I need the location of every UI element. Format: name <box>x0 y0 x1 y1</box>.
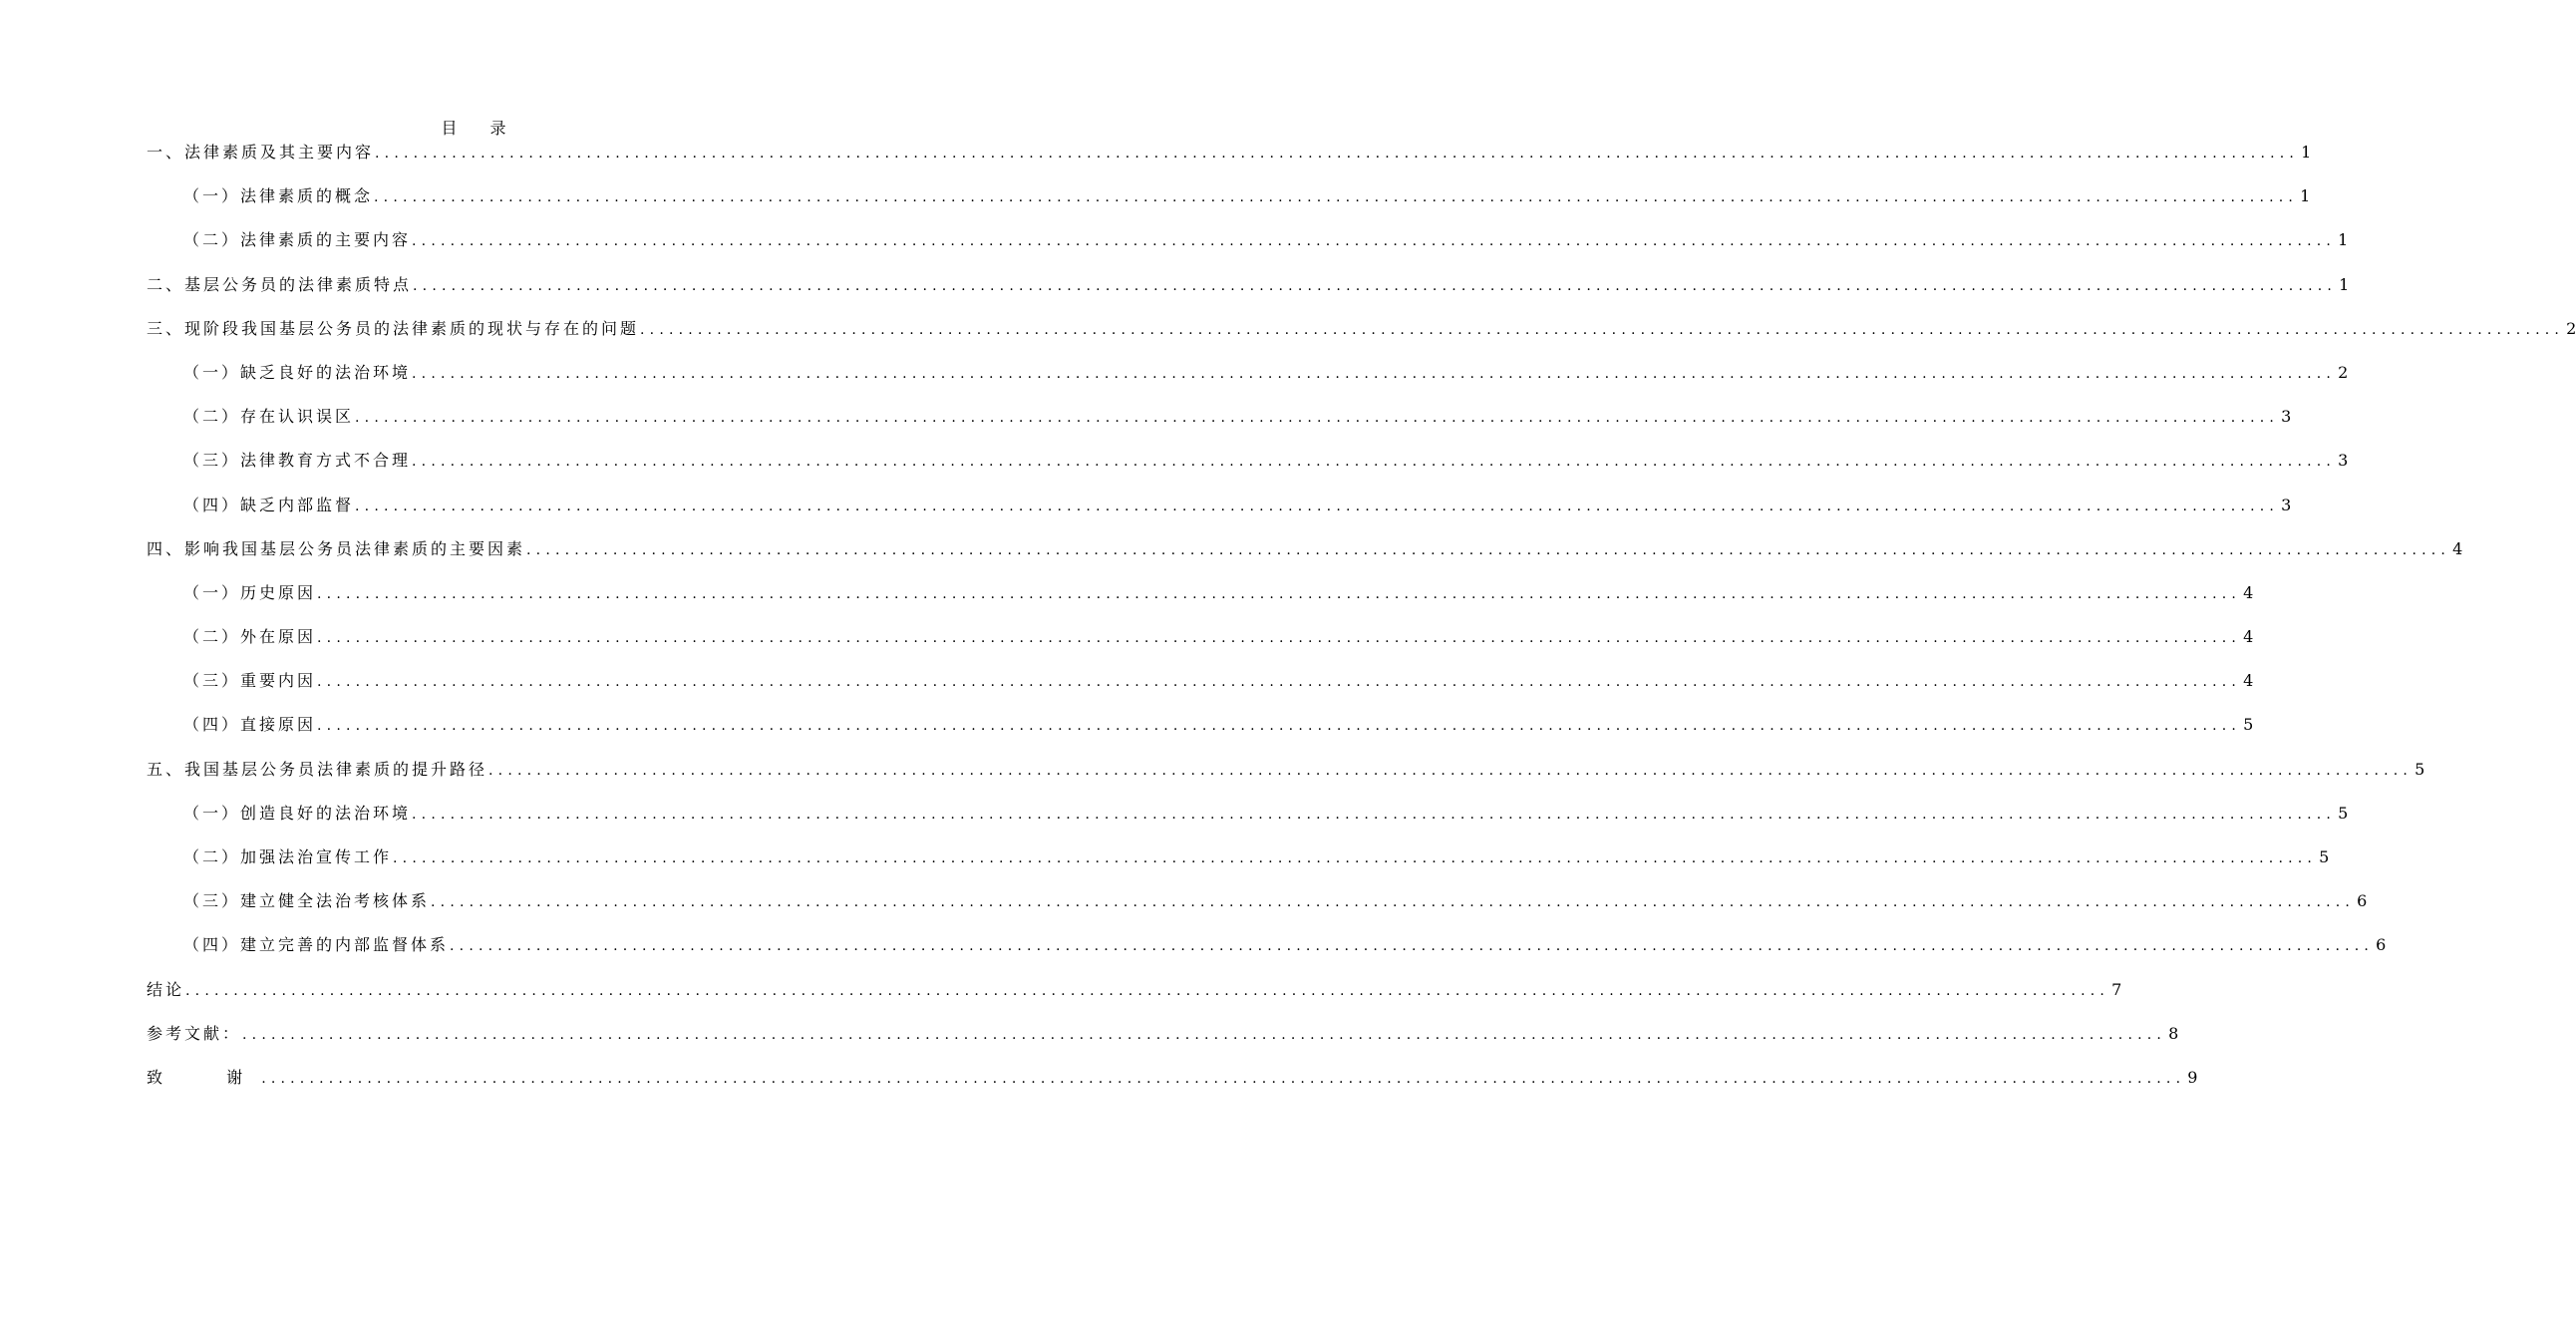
toc-entry[interactable] <box>147 359 2349 403</box>
toc-entry-page: 3 <box>2281 495 2292 514</box>
table-of-contents <box>147 139 2576 1108</box>
toc-entry-page: 1 <box>2339 274 2350 294</box>
toc-entry[interactable] <box>147 447 2349 491</box>
toc-title: 目 录 <box>441 119 520 138</box>
toc-entry[interactable] <box>147 800 2349 843</box>
toc-entry-page: 6 <box>2357 891 2368 911</box>
toc-entry-page: 1 <box>2301 143 2312 162</box>
toc-dot-leader: ........................................................................................................................................................................................................ <box>640 321 2565 338</box>
toc-entry-page: 4 <box>2243 582 2254 602</box>
toc-dot-leader: ........................................................................................................................................................................................................ <box>488 762 2414 779</box>
toc-entry-label: 二、基层公务员的法律素质特点 <box>147 274 413 294</box>
toc-dot-leader: ........................................................................................................................................................................................................ <box>355 410 2280 427</box>
toc-dot-leader: ........................................................................................................................................................................................................ <box>375 146 2300 162</box>
toc-entry-page: 3 <box>2281 407 2292 427</box>
toc-dot-leader: ........................................................................................................................................................................................................ <box>412 365 2337 382</box>
toc-dot-leader: ........................................................................................................................................................................................................ <box>393 850 2318 866</box>
toc-entry[interactable] <box>147 226 2349 270</box>
toc-entry[interactable] <box>147 1064 2198 1108</box>
toc-dot-leader: ........................................................................................................................................................................................................ <box>412 233 2337 250</box>
toc-dot-leader: ........................................................................................................................................................................................................ <box>317 718 2242 735</box>
toc-dot-leader: ........................................................................................................................................................................................................ <box>355 498 2280 514</box>
toc-entry-page: 5 <box>2415 759 2425 779</box>
toc-entry[interactable] <box>147 756 2425 800</box>
toc-entry-page: 1 <box>2300 186 2311 206</box>
toc-entry-label: （一）历史原因 <box>183 582 317 602</box>
toc-entry[interactable] <box>147 711 2254 755</box>
toc-entry-label: 参考文献： <box>147 1023 242 1043</box>
toc-entry-page: 8 <box>2168 1023 2179 1043</box>
toc-entry-label: （三）建立健全法治考核体系 <box>183 891 431 911</box>
toc-entry-page: 4 <box>2243 671 2254 691</box>
toc-entry-label: 致 谢 <box>147 1067 261 1087</box>
toc-entry-label: （二）法律素质的主要内容 <box>183 230 412 250</box>
toc-dot-leader: ........................................................................................................................................................................................................ <box>412 454 2337 471</box>
toc-entry-page: 2 <box>2338 362 2349 382</box>
toc-entry-label: （二）存在认识误区 <box>183 407 355 427</box>
toc-dot-leader: ........................................................................................................................................................................................................ <box>242 1026 2167 1043</box>
toc-entry-label: （二）外在原因 <box>183 627 317 647</box>
toc-entry[interactable] <box>147 931 2387 975</box>
toc-entry-label: 三、现阶段我国基层公务员的法律素质的现状与存在的问题 <box>147 318 640 338</box>
toc-entry-page: 5 <box>2243 715 2254 735</box>
toc-entry-label: （一）创造良好的法治环境 <box>183 803 412 823</box>
toc-dot-leader: ........................................................................................................................................................................................................ <box>261 1070 2186 1087</box>
toc-entry-page: 4 <box>2452 538 2463 558</box>
toc-entry[interactable] <box>147 1020 2179 1064</box>
toc-entry[interactable] <box>147 579 2254 623</box>
toc-dot-leader: ........................................................................................................................................................................................................ <box>374 189 2299 206</box>
toc-entry-label: （四）直接原因 <box>183 715 317 735</box>
toc-entry-label: （二）加强法治宣传工作 <box>183 847 393 866</box>
toc-entry-page: 1 <box>2338 230 2349 250</box>
toc-entry-label: （一）法律素质的概念 <box>183 186 374 206</box>
toc-entry[interactable] <box>147 535 2463 579</box>
toc-dot-leader: ........................................................................................................................................................................................................ <box>526 541 2451 558</box>
toc-entry-page: 5 <box>2319 847 2330 866</box>
toc-entry[interactable] <box>147 182 2311 226</box>
toc-dot-leader: ........................................................................................................................................................................................................ <box>317 585 2242 602</box>
toc-entry[interactable] <box>147 403 2292 447</box>
toc-entry-label: （四）建立完善的内部监督体系 <box>183 935 450 955</box>
toc-entry-page: 4 <box>2243 627 2254 647</box>
toc-entry-label: （三）重要内因 <box>183 671 317 691</box>
toc-entry[interactable] <box>147 843 2330 887</box>
toc-entry-label: 结论 <box>147 979 185 999</box>
toc-dot-leader: ........................................................................................................................................................................................................ <box>431 894 2356 911</box>
toc-entry-label: 四、影响我国基层公务员法律素质的主要因素 <box>147 538 526 558</box>
toc-entry-page: 3 <box>2338 451 2349 471</box>
toc-entry-page: 6 <box>2376 935 2387 955</box>
toc-entry-label: （四）缺乏内部监督 <box>183 495 355 514</box>
toc-dot-leader: ........................................................................................................................................................................................................ <box>413 277 2338 294</box>
toc-entry-label: 五、我国基层公务员法律素质的提升路径 <box>147 759 488 779</box>
toc-entry-page: 5 <box>2338 803 2349 823</box>
toc-entry-label: （一）缺乏良好的法治环境 <box>183 362 412 382</box>
toc-entry-label: （三）法律教育方式不合理 <box>183 451 412 471</box>
toc-dot-leader: ........................................................................................................................................................................................................ <box>185 982 2110 999</box>
toc-entry-page: 2 <box>2566 318 2576 338</box>
toc-dot-leader: ........................................................................................................................................................................................................ <box>317 674 2242 691</box>
toc-dot-leader: ........................................................................................................................................................................................................ <box>450 938 2375 955</box>
toc-entry[interactable] <box>147 271 2350 315</box>
toc-entry-page: 9 <box>2187 1067 2198 1087</box>
toc-entry[interactable] <box>147 623 2254 667</box>
toc-entry[interactable] <box>147 315 2576 359</box>
toc-entry[interactable] <box>147 976 2122 1020</box>
toc-dot-leader: ........................................................................................................................................................................................................ <box>412 806 2337 823</box>
toc-entry[interactable] <box>147 139 2312 182</box>
toc-entry-label: 一、法律素质及其主要内容 <box>147 143 375 162</box>
toc-entry[interactable] <box>147 492 2292 535</box>
toc-dot-leader: ........................................................................................................................................................................................................ <box>317 630 2242 647</box>
toc-entry[interactable] <box>147 887 2368 931</box>
toc-entry[interactable] <box>147 667 2254 711</box>
toc-entry-page: 7 <box>2111 979 2122 999</box>
